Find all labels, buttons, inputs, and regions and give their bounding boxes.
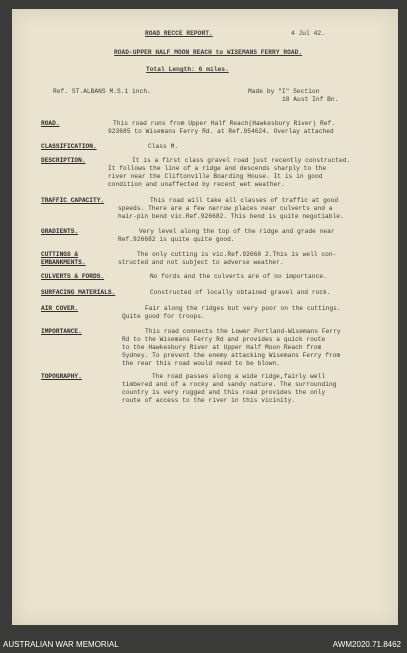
label-description: DESCRIPTION. [41, 157, 86, 164]
surfacing-line: Constructed of locally obtained gravel and rock. [150, 289, 331, 296]
cuttings-line: structed and not subject to adverse weather. [118, 259, 284, 266]
topography-line: route of access to the river in this vicinity. [122, 397, 296, 404]
importance-line: Sydney. To prevent the enemy attacking Wisemans Ferry from [122, 352, 341, 359]
air-cover-line: Quite good for troops. [122, 313, 205, 320]
label-gradients: GRADIENTS. [41, 228, 79, 235]
description-line: condition and unaffected by recent wet weather. [108, 181, 285, 188]
road-heading: ROAD-UPPER HALF MOON REACH to WISEMANS FERRY ROAD. [114, 49, 303, 56]
topography-line: country is very rugged and this road provides the only [122, 389, 326, 396]
label-road: ROAD. [41, 120, 60, 127]
report-title: ROAD RECCE REPORT. [145, 30, 213, 37]
total-length: Total Length: 6 miles. [146, 66, 229, 73]
label-surfacing-materials: SURFACING MATERIALS. [41, 289, 116, 296]
road-line: 923685 to Wisemans Ferry Rd. at Ref.954624. Overlay attached [108, 128, 334, 135]
description-line: It follows the line of a ridge and descends sharply to the [108, 165, 327, 172]
importance-line: Rd to the Wisemans Ferry Rd and provides a quick route [122, 336, 326, 343]
gradients-line: Very level along the top of the ridge and grade near [139, 228, 335, 235]
label-embankments: EMBANKMENTS. [41, 259, 86, 266]
label-topography: TOPOGRAPHY. [41, 373, 82, 380]
label-cuttings: CUTTINGS & [41, 251, 79, 258]
document-page [12, 9, 398, 625]
author-unit: 18 Aust Inf Bn. [282, 96, 339, 103]
importance-line: to the Hawkesbury River at Upper Half Moon Reach from [122, 344, 322, 351]
label-traffic-capacity: TRAFFIC CAPACITY. [41, 197, 105, 204]
footer-catalogue-id: AWM2020.71.8462 [332, 640, 401, 649]
air-cover-line: Fair along the ridges but very poor on the cuttings. [145, 305, 341, 312]
label-classification: CLASSIFICATION. [41, 143, 97, 150]
label-importance: IMPORTANCE. [41, 328, 82, 335]
footer-bar [0, 637, 407, 653]
cuttings-line: The only cutting is vic.Ref.92668 2.This is well con- [137, 251, 337, 258]
classification-line: Class M. [148, 143, 179, 150]
description-line: It is a first class gravel road just recently constructed. [132, 157, 351, 164]
importance-line: the rear this road would need to be blown. [122, 360, 281, 367]
description-line: river near the Cliftonville Boarding House. It is in good [108, 173, 323, 180]
gradients-line: Ref.926682 is quite quite good. [118, 236, 235, 243]
traffic-line: This road will take all classes of traffic at good [150, 197, 339, 204]
label-culverts-fords: CULVERTS & FORDS. [41, 273, 105, 280]
report-date: 4 Jul 42. [291, 30, 325, 37]
label-air-cover: AIR COVER. [41, 305, 79, 312]
topography-line: timbered and of a rocky and sandy nature. The surrounding [122, 381, 337, 388]
footer-source: AUSTRALIAN WAR MEMORIAL [3, 640, 119, 649]
road-line: This road runs from Upper Half Reach(Hawkesbury River) Ref. [113, 120, 336, 127]
map-reference: Ref. ST.ALBANS M.S.1 inch. [53, 88, 151, 95]
importance-line: This road connects the Lower Portland-Wisemans Ferry [145, 328, 341, 335]
traffic-line: hair-pin bend vic.Ref.926682. This bend is quite negotiable. [118, 213, 344, 220]
author-section: Made by "I" Section [248, 88, 320, 95]
traffic-line: speeds. There are a few narrow places near culverts and a [118, 205, 333, 212]
topography-line: The road passes along a wide ridge,fairly well [152, 373, 326, 380]
culverts-line: No fords and the culverts are of no importance. [150, 273, 327, 280]
